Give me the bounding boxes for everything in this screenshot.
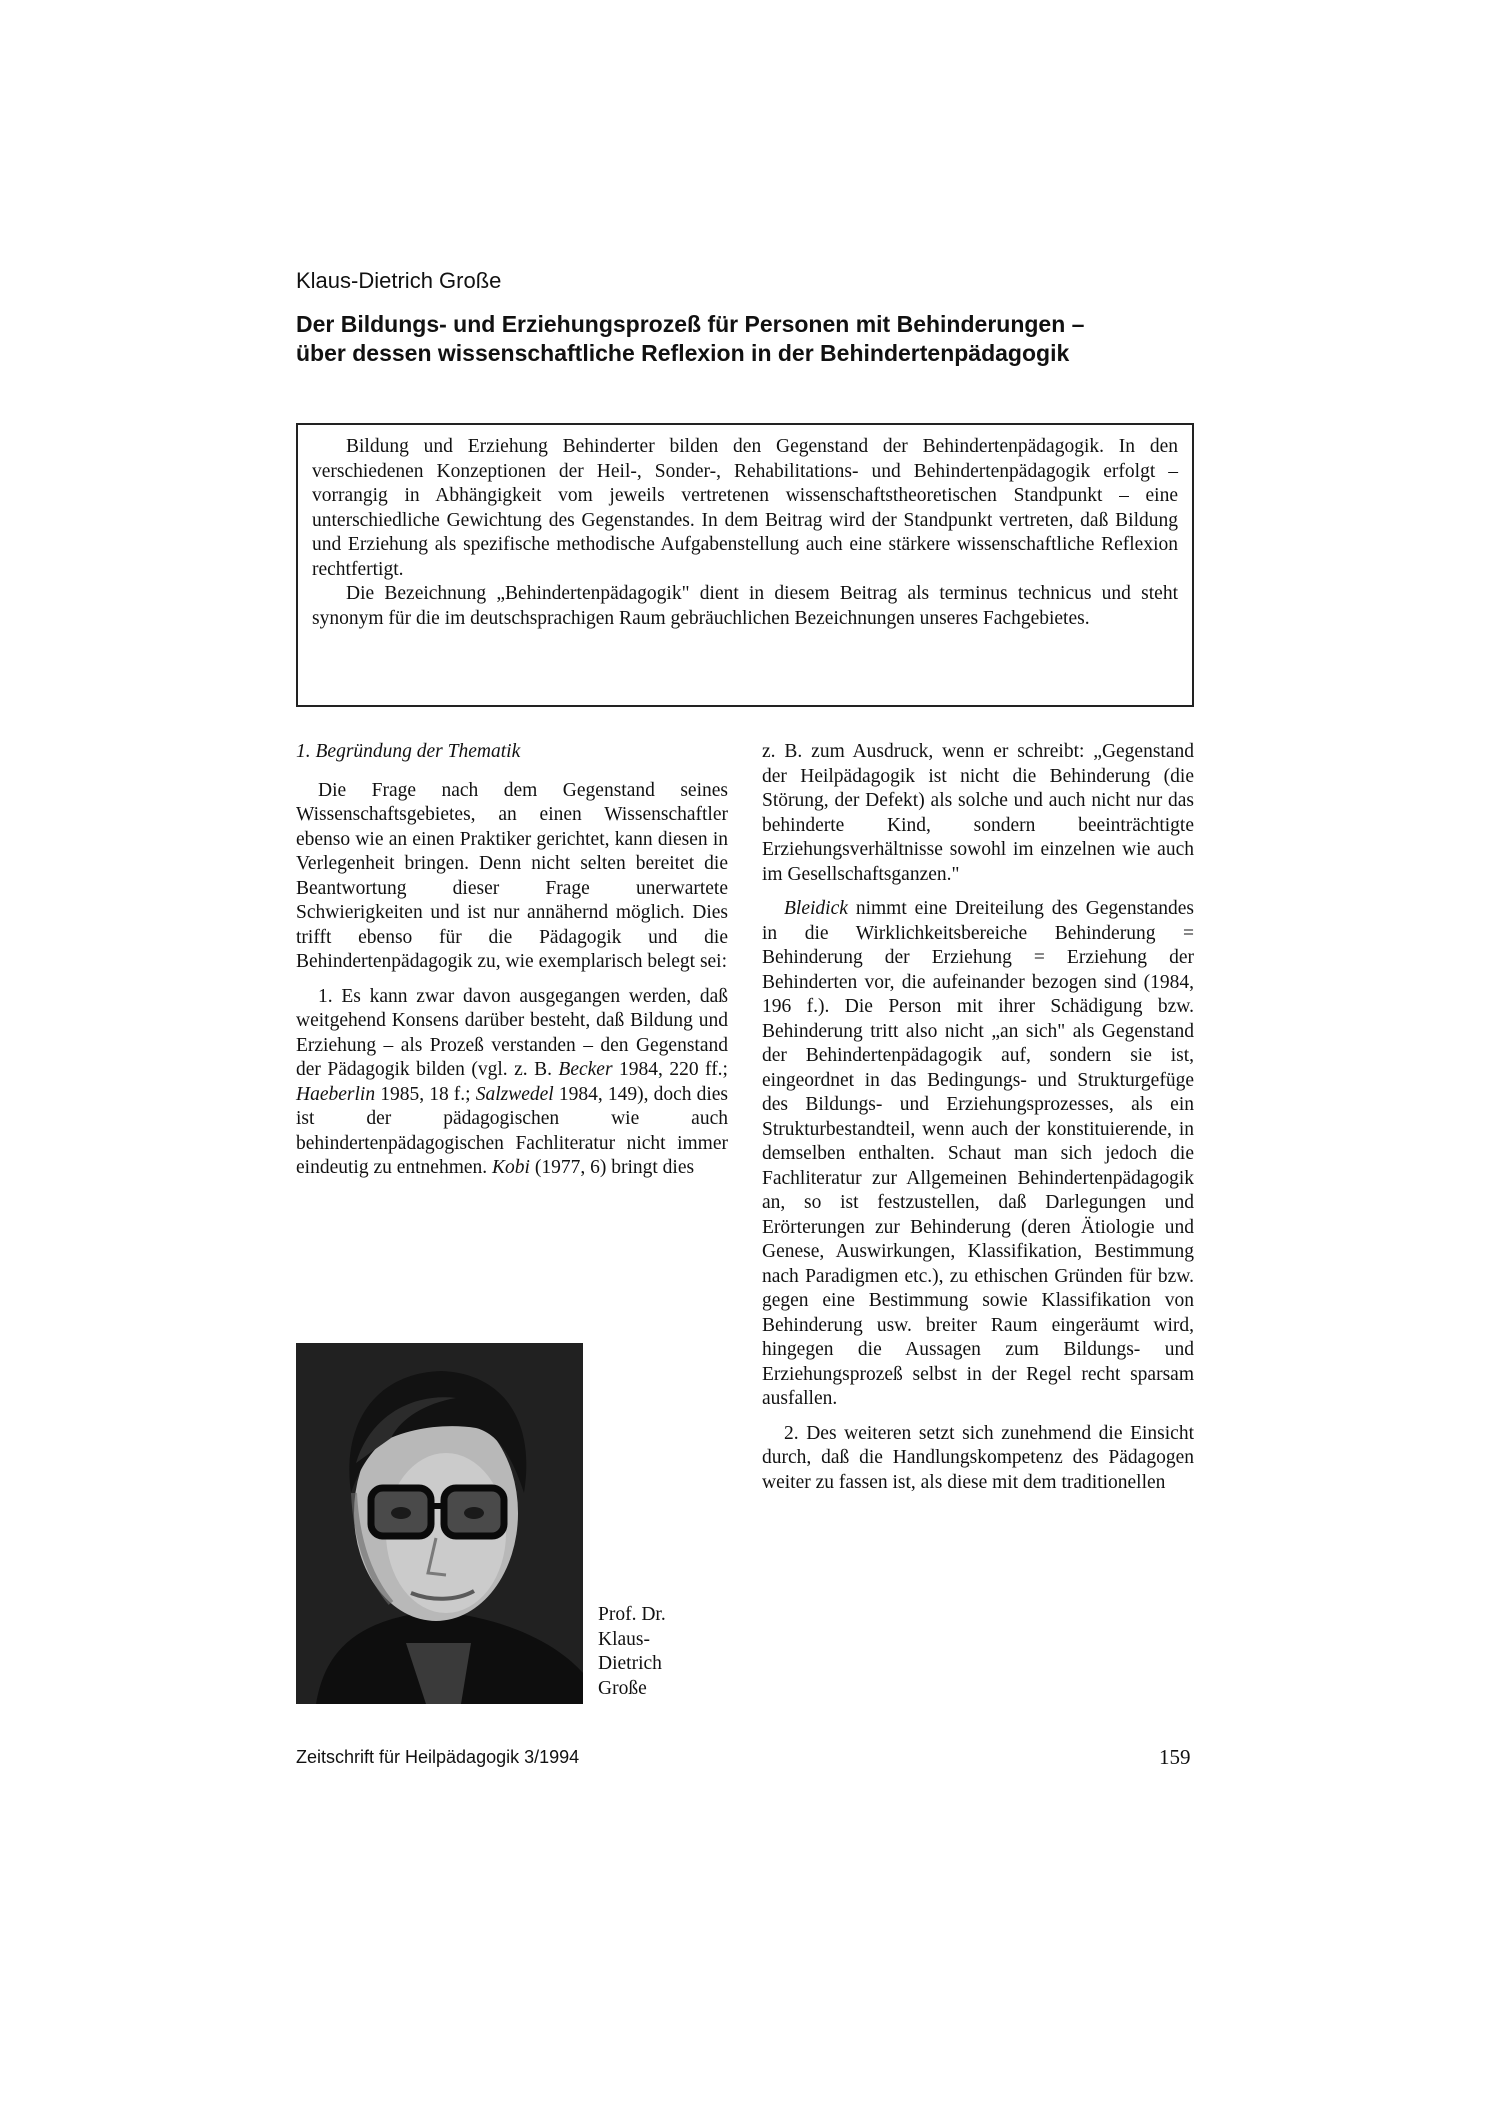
text-run: 1. Es kann zwar davon ausgegangen werden, daß weitgehend Konsens darüber besteht, daß Bildung und Erziehung – als Prozeß verstanden – den Gegenstand der Pädagogik bilden (vgl. z. B.	[296, 985, 728, 1080]
photo-caption	[598, 1603, 708, 1701]
cited-author-kobi: Kobi	[492, 1157, 530, 1178]
abstract-box	[296, 423, 1194, 707]
text-run: 1984, 149), doch dies ist der pädagogischen wie auch behindertenpädagogischen Fachliteratur nicht immer eindeutig zu entnehmen.	[296, 1083, 728, 1178]
title-line-1: Der Bildungs- und Erziehungsprozeß für Personen mit Behinderungen –	[296, 311, 1085, 337]
text-run: nimmt eine Dreiteilung des Gegenstandes in die Wirklichkeitsbereiche Behinderung = Behinderung der Erziehung = Erziehung der Behinderten vor, die aufeinander bezogen sind (1984, 196 f.). Die Person mit ihrer Schädigung bzw. Behinderung tritt also nicht „an sich" als Gegenstand der Behindertenpädagogik auf, sondern sie ist, eingeordnet in das Bedingungs- und Strukturgefüge des Bildungs- und Erziehungsprozesses, als ein Strukturbestandteil, wenn auch der konstituierende, in demselben enthalten. Schaut man sich jedoch die Fachliteratur zur Allgemeinen Behindertenpädagogik an, so ist festzustellen, daß Darlegungen und Erörterungen zur Behinderung (deren Ätiologie und Genese, Auswirkungen, Klassifikation, Bestimmung nach Paradigmen etc.), zu ethischen Gründen für bzw. gegen eine Bestimmung sowie Klassifikation von Behinderung usw. breiter Raum eingeräumt wird, hingegen die Aussagen zum Bildungs- und Erziehungsprozeß selbst in der Regel recht sparsam ausfallen.	[762, 898, 1194, 1409]
right-column	[762, 740, 1194, 1505]
right-paragraph-1: z. B. zum Ausdruck, wenn er schreibt: „Gegenstand der Heilpädagogik ist nicht die Behinderung (die Störung, der Defekt) als solche und auch nicht nur das behinderte Kind, sondern beeinträchtigte Erziehungsverhältnisse sowohl im einzelnen wie auch im Gesellschaftsganzen."	[762, 741, 1194, 885]
left-paragraph-2	[296, 985, 728, 1181]
abstract-paragraph-1: Bildung und Erziehung Behinderter bilden den Gegenstand der Behindertenpädagogik. In den verschiedenen Konzeptionen der Heil-, Sonder-, Rehabilitations- und Behindertenpädagogik erfolgt – vorrangig in Abhängigkeit vom jeweils vertretenen wissenschaftstheoretischen Standpunkt – eine unterschiedliche Gewichtung des Gegenstandes. In dem Beitrag wird der Standpunkt vertreten, daß Bildung und Erziehung als spezifische methodische Aufgabenstellung auch eine stärkere wissenschaftliche Reflexion rechtfertigt.	[312, 436, 1178, 580]
cited-author-becker: Becker	[558, 1059, 613, 1080]
section-heading: 1. Begründung der Thematik	[296, 741, 521, 762]
right-paragraph-2	[762, 897, 1194, 1412]
title-line-2: über dessen wissenschaftliche Reflexion in der Behindertenpädagogik	[296, 340, 1070, 366]
abstract-paragraph-2: Die Bezeichnung „Behindertenpädagogik" dient in diesem Beitrag als terminus technicus und steht synonym für die im deutschsprachigen Raum gebräuchlichen Bezeichnungen unseres Fachgebietes.	[312, 583, 1178, 629]
journal-footer: Zeitschrift für Heilpädagogik 3/1994	[296, 1747, 580, 1767]
text-run: (1977, 6) bringt dies	[529, 1157, 695, 1178]
caption-line-2: Klaus-	[598, 1628, 650, 1650]
author-name: Klaus-Dietrich Große	[296, 268, 502, 293]
cited-author-salzwedel: Salzwedel	[475, 1083, 554, 1105]
left-paragraph-1: Die Frage nach dem Gegenstand seines Wissenschaftsgebietes, an einen Wissenschaftler ebenso wie an einen Praktiker gerichtet, kann diesen in Verlegenheit bringen. Denn nicht selten bereitet die Beantwortung dieser Frage unerwartete Schwierigkeiten und ist nur annähernd möglich. Dies trifft ebenso für die Pädagogik und die Behindertenpädagogik zu, wie exemplarisch belegt sei:	[296, 779, 728, 972]
article-title	[296, 310, 1196, 368]
page-number: 159	[1159, 1745, 1191, 1769]
portrait-image	[296, 1343, 583, 1704]
text-run: 1985, 18 f.;	[375, 1083, 476, 1105]
caption-line-3: Dietrich	[598, 1653, 662, 1674]
right-paragraph-3: 2. Des weiteren setzt sich zunehmend die Einsicht durch, daß die Handlungskompetenz des Pädagogen weiter zu fassen ist, als diese mit dem traditionellen	[762, 1422, 1194, 1493]
left-column	[296, 740, 728, 1191]
caption-line-1: Prof. Dr.	[598, 1604, 666, 1625]
text-run: 1984, 220 ff.;	[612, 1059, 728, 1080]
caption-line-4: Große	[598, 1677, 647, 1699]
cited-author-haeberlin: Haeberlin	[296, 1083, 376, 1105]
cited-author-bleidick: Bleidick	[784, 898, 848, 919]
author-photo	[296, 1343, 583, 1704]
